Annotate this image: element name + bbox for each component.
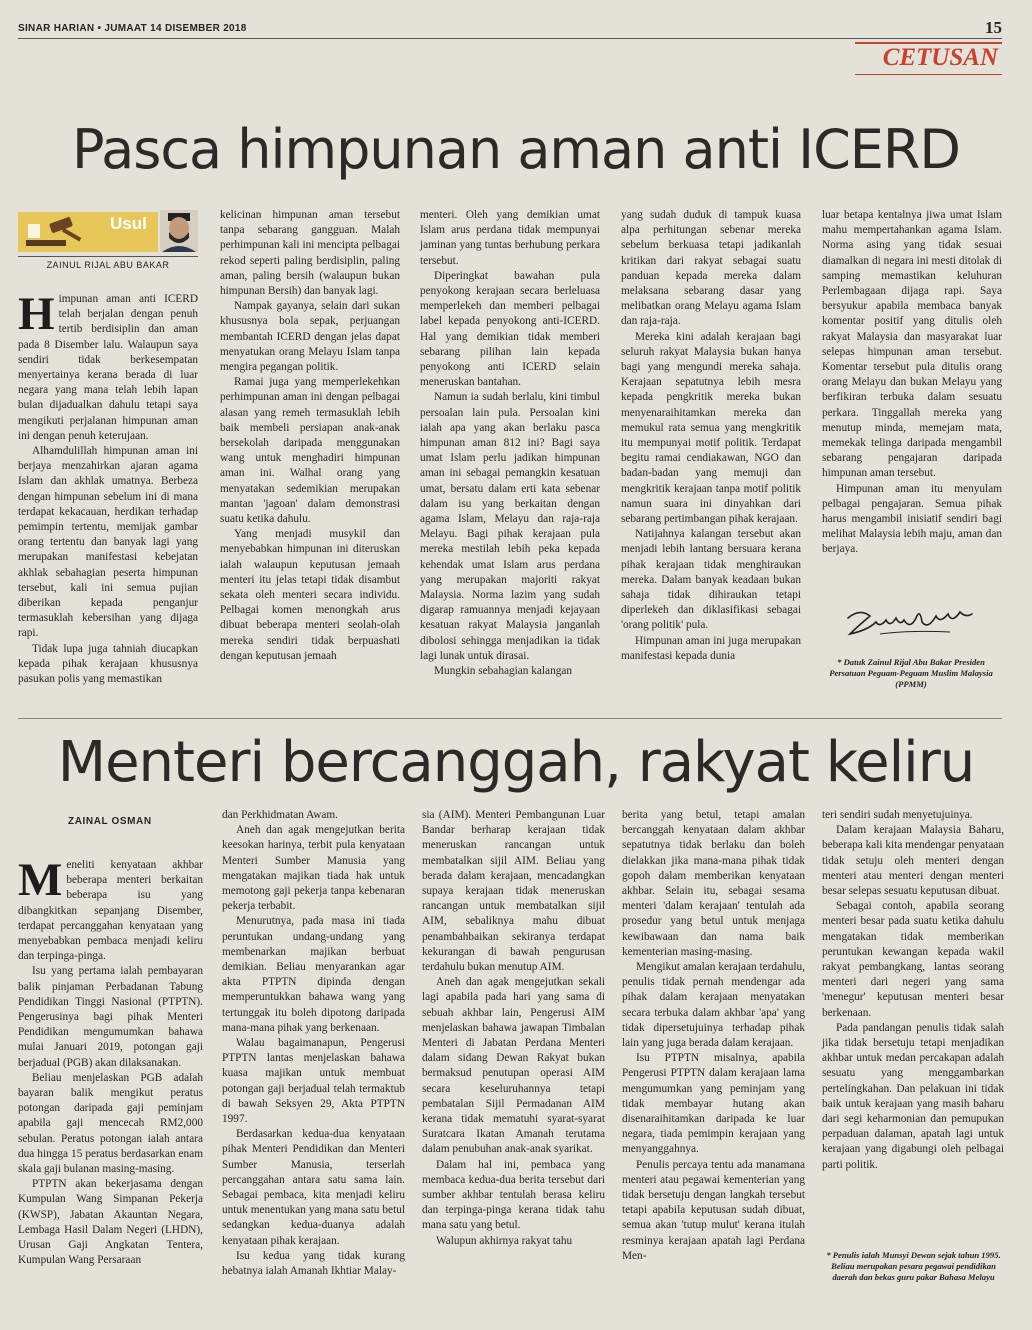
signature-image xyxy=(840,600,980,646)
paragraph: Sebagai contoh, apabila seorang menteri besar pada suatu ketika dahulu mengatakan tidak memberikan peruntukan kewangan kepada wakil rakyat pembangkang, lantas seorang menteri dari negeri yang sama 'menegur' keputusan menteri besar berkenaan. xyxy=(822,900,1004,1019)
paragraph: Natijahnya kalangan tersebut akan menjadi lebih lantang bersuara kerana pihak kerajaan tidak menghiraukan mereka. Dalam banyak keadaan bukan sahaja tidak dihiraukan tetapi diperlekeh dan diklasifikasi sebagai 'orang politik' pula. xyxy=(621,528,801,632)
article1-col1 xyxy=(18,288,198,686)
paragraph: Mengikut amalan kerajaan terdahulu, penulis tidak pernah mendengar ada pihak dalam kerajaan menyatakan secara terbuka dalam akhbar 'apa' yang tidak dipersetujuinya terhadap pihak lain yang juga berada dalam kerajaan. xyxy=(622,961,805,1050)
paragraph: sia (AIM). Menteri Pembangunan Luar Bandar berharap kerajaan tidak meneruskan rancangan untuk membatalkan sijil AIM. Beliau yang berada dalam kerajaan, mencadangkan supaya kerajaan tidak meneruskan rancangan untuk membatalkan sijil AIM, sebaliknya mahu dibuat penambahbaikan sekiranya terdapat kekurangan di bawah pengurusan terdahulu bukan menutup AIM. xyxy=(422,809,605,974)
column-logo xyxy=(18,210,198,272)
paragraph: impunan aman anti ICERD telah berjalan dengan penuh tertib berdisiplin dan aman pada 8 Disember lalu. Walaupun saya sendiri tidak berkesempatan menyertainya kerana berada di luar negara yang mana telah lebih lapan bulan dijadualkan dahulu tetapi saya mengikuti perjalanan himpunan aman ini dengan penuh keterujaan. xyxy=(18,293,198,442)
article1-author-credit: * Datuk Zainul Rijal Abu Bakar Presiden Persatuan Peguam-Peguam Muslim Malaysia (PPMM) xyxy=(829,657,993,689)
paragraph: Isu PTPTN misalnya, apabila Pengerusi PTPTN dalam kerajaan lama mengumumkan yang peminjam yang tidak membayar hutang akan disenaraihitamkan daripada ke luar negara, tiada pemimpin kerajaan yang menyanggahnya. xyxy=(622,1052,805,1156)
article1-col4 xyxy=(621,208,801,692)
paragraph: dan Perkhidmatan Awam. xyxy=(222,809,338,821)
article2-col4 xyxy=(622,808,805,1313)
paragraph: Berdasarkan kedua-dua kenyataan pihak Menteri Pendidikan dan Menteri Sumber Manusia, terserlah percanggahan antara satu sama lain. Sebagai pembaca, kita menjadi keliru untuk menentukan yang mana satu betul sedangkan kedua-duanya adalah kenyataan pihak kerajaan. xyxy=(222,1128,405,1247)
article2-byline: ZAINAL OSMAN xyxy=(68,816,152,827)
paragraph: kelicinan himpunan aman tersebut tanpa sebarang gangguan. Malah perhimpunan kali ini mencipta pelbagai rekod seperti paling berdisiplin, paling aman, paling bersih (walaupun bukan himpunan Bersih) dan banyak lagi. xyxy=(220,209,400,298)
paragraph: Mereka kini adalah kerajaan bagi seluruh rakyat Malaysia bukan hanya bagi yang mengundi mereka sahaja. Kerajaan sepatutnya lebih mesra kepada pengkritik mereka bukan menyenaraihitamkan mereka dan memukul rata semua yang mengkritik itu mempunyai motif politik. Terdapat begitu ramai cendiakawan, NGO dan badan-badan yang memuji dan mengkritik kerajaan tanpa motif politik namun suara ini dinyahkan dari sebarang pertimbangan pihak kerajaan. xyxy=(621,330,801,526)
paragraph: berita yang betul, tetapi amalan bercanggah kenyataan dalam akhbar sepatutnya tidak berlaku dan boleh dielakkan jika mana-mana pihak tidak gopoh dalam memberikan kenyataan akhbar. Selain itu, sebagai sesama menteri 'dalam kerajaan' tentulah ada prosedur yang betul untuk menjaga kewibawaan dan nama baik kementerian masing-masing. xyxy=(622,809,805,958)
paragraph: Beliau menjelaskan PGB adalah bayaran balik mengikut peratus potongan daripada gaji peminjam apabila gaji mencecah RM2,000 sebulan. Peratus potongan ialah antara dua hingga 15 peratus berdasarkan enam skala gaji bulanan masing-masing. xyxy=(18,1071,203,1176)
article1-col2 xyxy=(220,208,400,670)
paragraph: Penulis percaya tentu ada manamana menteri atau pegawai kementerian yang tidak bersetuju dengan langkah tersebut tetapi apabila keputusan sudah dibuat, semua akan 'tutup mulut' kerana itulah resminya kerajaan apatah lagi Perdana Men- xyxy=(622,1158,805,1262)
article2-col3 xyxy=(422,808,605,1313)
paragraph: Aneh dan agak mengejutkan berita keesokan harinya, terbit pula kenyataan Menteri Sumber Manusia yang mengatakan majikan tiada hak untuk memotong gaji pekerja tanpa kebenaran pekerja terbabit. xyxy=(222,824,405,913)
author-avatar xyxy=(160,210,198,252)
paragraph: eneliti kenyataan akhbar beberapa menteri berkaitan beberapa isu yang dibangkitkan sepanjang Disember, terdapat percanggahan kenyataan yang menyebabkan pembaca menjadi keliru dan terpinga-pinga. xyxy=(18,859,203,963)
paragraph: Aneh dan agak mengejutkan sekali lagi apabila pada hari yang sama di sebuah akhbar lain, Pengerusi AIM menjelaskan bahawa jawapan Timbalan Menteri di Jabatan Perdana Menteri dalam sidang Dewan Rakyat bukan bermaksud penutupan operasi AIM secara keseluruhannya tetapi pembatalan Sijil Permadanan AIM kerana tidak mematuhi syarat-syarat Suratcara Ikatan Amanah terutama dalam penubuhan anak-anak syarikat. xyxy=(422,976,605,1156)
paragraph: Namun ia sudah berlalu, kini timbul persoalan lain pula. Persoalan kini ialah apa yang akan berlaku pasca himpunan aman 812 ini? Bagi saya umat Islam perlu jadikan himpunan aman ini sebagai pemangkin kesatuan umat, bersatu dalam erti kata sebenar dalam isu yang berkaitan dengan agama Islam, Melayu dan raja-raja Melayu. Bagi pihak kerajaan pula mereka mestilah lebih peka kepada kehendak umat Islam arus perdana yang merupakan majoriti rakyat Malaysia. Norma lazim yang sudah digarap ramuannya menjadi kejayaan kesatuan rakyat Malaysia janganlah dibolosi sehingga menjadikan ia tidak lagi lunak untuk dirasai. xyxy=(420,391,600,662)
paragraph: Himpunan aman itu menyulam pelbagai pengajaran. Semua pihak harus mengambil inisiatif sendiri bagi melihat Malaysia lebih maju, aman dan berjaya. xyxy=(822,482,1002,556)
paragraph: Diperingkat bawahan pula penyokong kerajaan secara berleluasa memperlekeh dan memberi pelbagai label kepada penyokong anti-ICERD. Hal yang demikian tidak memberi sebarang pilihan lain kepada penyokong anti ICERD selain meneruskan bantahan. xyxy=(420,269,600,389)
masthead xyxy=(18,20,1002,39)
paragraph: Yang menjadi musykil dan menyebabkan himpunan ini diteruskan ialah walaupun keputusan jemaah menteri itu jelas tetapi tidak disambut sekata oleh menteri secara individu. Pelbagai komen menongkah arus dibuat beberapa menteri seolah-olah mereka sendiri tidak berpuashati dengan keputusan jemaah xyxy=(220,528,400,662)
article1-byline: ZAINUL RIJAL ABU BAKAR xyxy=(18,256,198,270)
paragraph: Pada pandangan penulis tidak salah jika tidak bersetuju tetapi menjadikan akhbar untuk medan percakapan adalah sesuatu yang menggambarkan pertelingkahan. Dan pelakuan ini tidak baik untuk kerajaan yang masih baharu dari segi keharmonian dan pemupukan perpaduan dalaman, apatah lagi untuk kerajaan yang digabungi oleh pelbagai parti politik. xyxy=(822,1021,1004,1171)
paragraph: Tidak lupa juga tahniah diucapkan kepada pihak kerajaan khususnya pasukan polis yang memastikan xyxy=(18,642,198,686)
paragraph: yang sudah duduk di tampuk kuasa alpa perhitungan sebenar mereka sebelum berkuasa tetapi jadikanlah kritikan dari rakyat sebagai suatu panduan kepada mereka dalam melaksana sebarang dasar yang melibatkan orang Melayu agama Islam dan raja-raja. xyxy=(621,209,801,328)
gavel-icon xyxy=(24,216,86,248)
drop-cap: H xyxy=(18,288,55,340)
article1-headline: Pasca himpunan aman anti ICERD xyxy=(71,118,961,181)
paragraph: Mungkin sebahagian kalangan xyxy=(434,665,573,678)
article2-col5 xyxy=(822,808,1004,1243)
article2-headline: Menteri bercanggah, rakyat keliru xyxy=(57,730,975,795)
article1-col5 xyxy=(822,208,1002,588)
section-label: CETUSAN xyxy=(855,42,1002,75)
paragraph: teri sendiri sudah menyetujuinya. xyxy=(822,809,973,821)
column-tag: Usul xyxy=(110,214,147,233)
paragraph: Ramai juga yang memperlekehkan perhimpunan aman ini dengan pelbagai alasan yang remeh termasuklah lebih baik membeli persiapan anak-anak bersekolah daripada menggunakan wang untuk menghadiri himpunan aman ini. Walhal orang yang menyatakan sedemikian merupakan mantan 'jagoan' dalam demonstrasi suatu ketika dahulu. xyxy=(220,376,400,526)
paragraph: Walau bagaimanapun, Pengerusi PTPTN lantas menjelaskan bahawa kuasa majikan untuk membuat potongan gaji berjadual telah termaktub di bawah Seksyen 29, Akta PTPTN 1997. xyxy=(222,1037,405,1126)
paragraph: Nampak gayanya, selain dari sukan khususnya bola sepak, perjuangan membantah ICERD dengan jelas dapat menyatukan orang Melayu Islam tanpa mengira pegangan politik. xyxy=(220,300,400,374)
paragraph: luar betapa kentalnya jiwa umat Islam mahu mempertahankan agama Islam. Norma asing yang tidak sesuai diamalkan di negara ini mesti ditolak di samping memastikan keluhuran Perlembagaan dijaga rapi. Saya bersyukur apabila membaca banyak komentar positif yang ditulis oleh rakyat Malaysia dan masyarakat luar selepas himpunan aman tersebut. Komentar tersebut pula ditulis orang orang Melayu dan bukan Melayu yang berfikiran terbuka dalam sesuatu perkara. Tinggallah mereka yang menutup minda, memejam mata, memekak telinga daripada mengambil sebarang pengajaran daripada himpunan aman tersebut. xyxy=(822,209,1002,480)
paragraph: Isu yang pertama ialah pembayaran balik pinjaman Perbadanan Tabung Pendidikan Tinggi Nasional (PTPTN). Pengerusinya bagi pihak Menteri Pendidikan mengumumkan bahawa mulai Januari 2019, potongan gaji berjadual (PGB) akan dilaksanakan. xyxy=(18,965,203,1069)
masthead-date: SINAR HARIAN • JUMAAT 14 DISEMBER 2018 xyxy=(18,23,247,34)
paragraph: menteri. Oleh yang demikian umat Islam arus perdana tidak mempunyai jaminan yang tuntas berhubung perkara tersebut. xyxy=(420,209,600,267)
paragraph: Alhamdulillah himpunan aman ini berjaya menzahirkan ajaran agama Islam dan akhlak umatnya. Berbeza dengan himpunan sebelum ini di mana terdapat kekacauan, herdikan terhadap pemimpin tertentu, memijak gambar orang tertentu dan banyak lagi yang merupakan manifestasi kebejatan akhlak sebahagian peserta himpunan tersebut, kali ini semua pujian diberikan kepada penganjur termasuklah kebersihan yang dijaga rapi. xyxy=(18,445,198,640)
paragraph: Isu kedua yang tidak kurang hebatnya ialah Amanah Ikhtiar Malay- xyxy=(222,1249,405,1278)
article2-author-credit: * Penulis ialah Munsyi Dewan sejak tahun 1995. Beliau merupakan pesara pegawai pendidikan daerah dan bekas guru pakar Bahasa Melayu xyxy=(826,1250,1001,1282)
paragraph: Walupun akhirnya rakyat tahu xyxy=(436,1234,573,1247)
article2-col1 xyxy=(18,854,203,1313)
paragraph: Menurutnya, pada masa ini tiada peruntukan undang-undang yang membenarkan majikan berbuat demikian. Beliau menyarankan agar akta PTPTN dipinda dengan memperuntukkan bahawa wang yang tertunggak itu boleh dipotong daripada mana-mana pihak yang berkenaan. xyxy=(222,915,405,1034)
divider xyxy=(18,718,1002,719)
article2-col2 xyxy=(222,808,405,1313)
article1-col3 xyxy=(420,208,600,692)
paragraph: Himpunan aman ini juga merupakan manifestasi kepada dunia xyxy=(621,634,801,662)
paragraph: Dalam hal ini, pembaca yang membaca kedua-dua berita tersebut dari sumber akhbar tentulah berasa keliru dan terpinga-pinga kerana tidak tahu mana satu yang betul. xyxy=(422,1158,605,1232)
paragraph: PTPTN akan bekerjasama dengan Kumpulan Wang Simpanan Pekerja (KWSP), Jabatan Akauntan Negara, Lembaga Hasil Dalam Negeri (LHDN), Urusan Gaji Angkatan Tentera, Kumpulan Wang Persaraan xyxy=(18,1178,203,1267)
paragraph: Dalam kerajaan Malaysia Baharu, beberapa kali kita mendengar penyataan tidak setuju oleh menteri dengan menteri atau menteri dengan menteri besar selepas sesuatu keputusan dibuat. xyxy=(822,824,1004,898)
drop-cap: M xyxy=(18,854,63,906)
page-number: 15 xyxy=(985,18,1002,37)
